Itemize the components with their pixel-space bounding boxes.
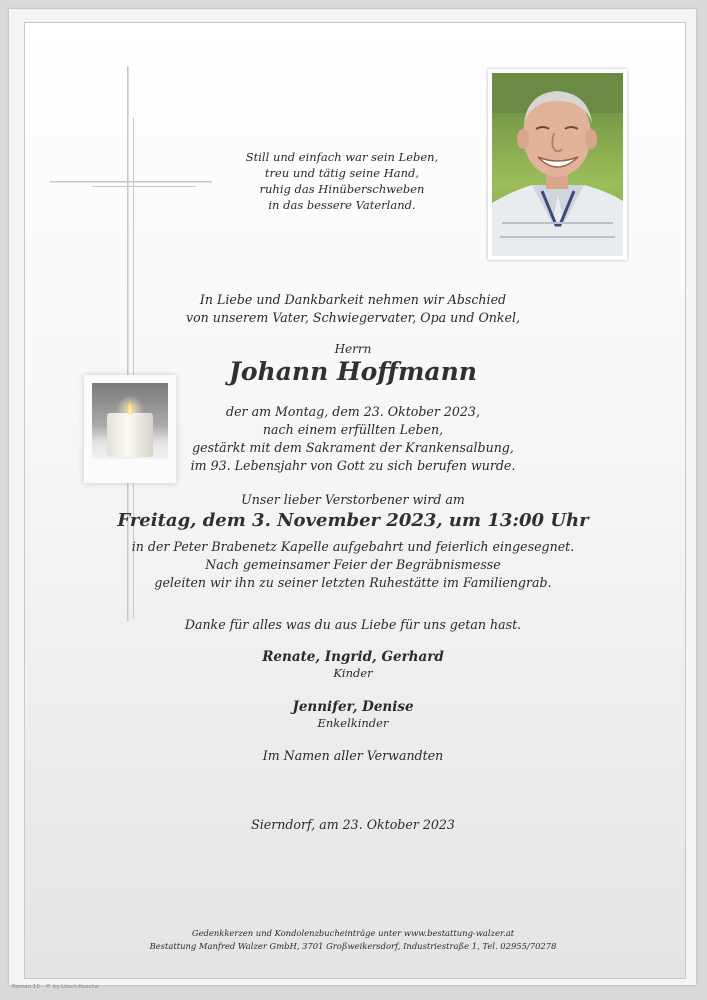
thanks-text: Danke für alles was du aus Liebe für uns getan hast. [184,617,522,632]
salutation: Herrn [334,342,372,356]
mourner-group-grandchildren [70,698,636,731]
mourner-group-children [70,648,636,681]
footer-line: Bestattung Manfred Walzer GmbH, 3701 Großweikersdorf, Industriestraße 1, Tel. 02955/70278 [149,941,557,951]
ceremony-line: in der Peter Brabenetz Kapelle aufgebahrt und feierlich eingesegnet. [131,539,575,554]
place-date: Sierndorf, am 23. Oktober 2023 [251,817,455,832]
death-info-line: nach einem erfüllten Leben, [262,422,444,437]
poem [232,149,452,213]
death-info-line: gestärkt mit dem Sakrament der Krankensalbung, [192,440,514,455]
ceremony-line: Nach gemeinsamer Feier der Begräbnismesse [205,557,501,572]
death-info-line: im 93. Lebensjahr von Gott zu sich berufen wurde. [190,458,516,473]
footer-line: Gedenkkerzen und Kondolenzbucheinträge unter www.bestattung-walzer.at [191,928,515,938]
cross-beam-horizontal-thin [92,186,196,187]
death-info [70,403,636,475]
mourner-role: Enkelkinder [317,716,389,730]
intro-text [70,291,636,327]
cross-beam-horizontal [50,181,212,183]
footer [70,927,636,953]
death-info-line: der am Montag, dem 23. Oktober 2023, [226,404,480,419]
poem-line: Still und einfach war sein Leben, [245,150,439,164]
mourner-names: Jennifer, Denise [292,699,414,715]
mourner-names: Renate, Ingrid, Gerhard [262,649,444,665]
relatives-text: Im Namen aller Verwandten [262,748,444,763]
poem-line: ruhig das Hinüberschweben [259,182,425,196]
ceremony-date: Freitag, dem 3. November 2023, um 13:00 Uhr [117,510,589,531]
ceremony-line: geleiten wir ihn zu seiner letzten Ruhestätte im Familiengrab. [154,575,552,590]
ceremony-details [70,538,636,592]
intro-line: In Liebe und Dankbarkeit nehmen wir Abschied [199,292,507,307]
intro-line: von unserem Vater, Schwiegervater, Opa und Onkel, [185,310,521,325]
deceased-name: Johann Hoffmann [229,357,477,386]
poem-line: in das bessere Vaterland. [268,198,416,212]
ceremony-intro: Unser lieber Verstorbener wird am [241,492,465,507]
template-credit: Roman 10 - © by Lösch-Kuscha [12,984,99,990]
poem-line: treu und tätig seine Hand, [264,166,420,180]
portrait-figure [492,73,623,256]
portrait-photo [488,69,627,260]
portrait-image [492,73,623,256]
mourner-role: Kinder [333,666,373,680]
